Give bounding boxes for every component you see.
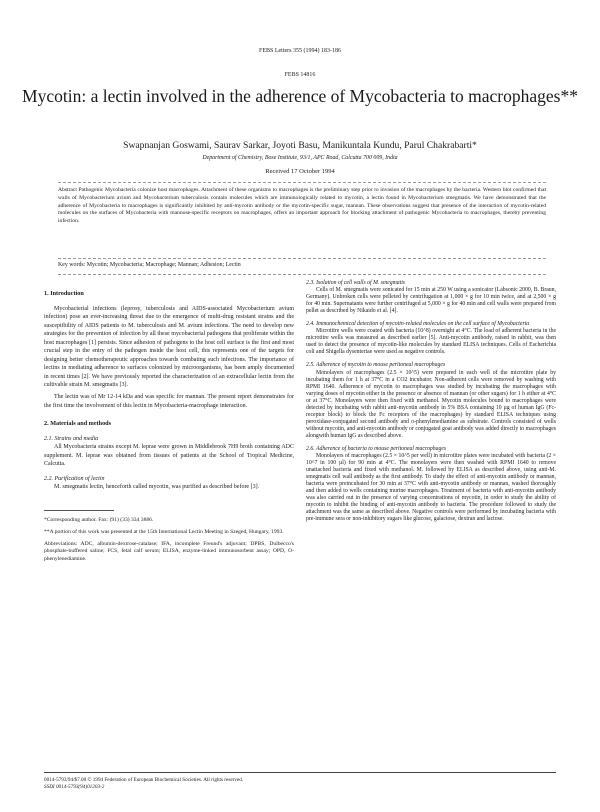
article-title: Mycotin: a lectin involved in the adherence of Mycobacteria to macrophages** xyxy=(22,86,578,106)
abbreviations: Abbreviations: ADC, albumin-dextrose-catalase; IFA, incomplete Freund's adjuvant; DPBS, Dulbecco's phosphate-buffered saline; FCS, fetal calf serum; ELISA, enzyme-linked immunosorbent assay; OPD, O-phenylenediamine. xyxy=(44,540,294,563)
methods-heading: 2. Materials and methods xyxy=(44,420,112,428)
affiliation: Department of Chemistry, Bose Institute, 93/1, APC Road, Calcutta 700 009, India xyxy=(202,155,398,161)
right-column xyxy=(306,280,556,527)
abstract: Abstract Pathogenic Mycobacteria colonize host macrophages. Attachment of these organisms to macrophages is the preliminary step prior to invasion of the macrophages by the bacteria. Western blot confirmed that walls of Mycobacterium avium and Mycobacterium tuberculosis contain molecules which are immunologically related to mycotin, a lectin found in Mycobacterium smegmatis. We have demonstrated that the adherence of Mycobacteria to macrophages is significantly inhibited by anti-mycotin antibody or the mycotin-specific sugar, mannan. These observations suggest that presence of the interaction of mycotin-related molecules on the surfaces of Mycobacteria with mannose-specific receptors on macrophages, offers an important approach for blocking attachment of pathogenic Mycobacteria to macrophages, thereby preventing infection. xyxy=(58,187,546,225)
keywords: Key words: Mycotin; Mycobacteria; Macrophage; Mannan; Adhesion; Lectin xyxy=(58,262,241,268)
copyright-line: 0014-5793/94/$7.00 © 1994 Federation of European Biochemical Societies. All rights reserved. xyxy=(44,777,244,783)
subsection-2-2-text: M. smegmatis lectin, henceforth called mycotin, was purified as described before [3]. xyxy=(54,484,260,491)
subsection-2-1-text: All Mycobacteria strains except M. leprae were grown in Middlebrook 7H9 broth containing ADC supplement. M. leprae was obtained from tissues of patients at the School of Tropical Medicine, Calcutta. xyxy=(44,444,294,468)
subsection-2-6-text: Monolayers of macrophages (2.5 × 10^5 per well) in microtitre plates were incubated with bacteria (2 × 10^7 in 100 µl) for 90 min at 4°C. The monolayers were then washed with RPMI 1640 to remove unattached bacteria and fixed with methanol. M. followed by ELISA as described above, using anti-M. smegmatis cell wall antibody as the first antibody. To study the effect of anti-mycotin antibody or mannan, bacteria were preincubated for 30 min at 37°C with anti-mycotin antibody or mannan, washed thoroughly and then added to wells containing murine macrophages. Treatment of bacteria with anti-mycotin antibody was also carried out in the presence of varying concentrations of mycotin, in order to study the ability of mycotin to inhibit the binding of anti-mycotin antibody to bacteria. The procedure followed to study the attachment was the same as described above. Negative controls were performed by incubating bacteria with pre-immune sera or non-inhibitory sugars like glucose, galactose, dextran and lactose. xyxy=(306,453,556,523)
footnote-divider xyxy=(44,510,114,511)
introduction-paragraph-2: The lectin was of Mr 12-14 kDa and was specific for mannan. The present report demonstrates for the first time the involvement of this lectin in Mycobacteria-macrophage interaction. xyxy=(44,394,294,409)
subsection-2-4-text: Microtitre wells were coated with bacteria (10^8) overnight at 4°C. The load of adherent bacteria in the microtitre wells was measured as described earlier [5]. Anti-mycotin antibody, raised in rabbit, was then used to detect the presence of mycotin-like molecules by standard ELISA techniques. Cells of Escherichia coli and Shigella dysenteriae were used as negative controls. xyxy=(306,328,556,356)
abstract-bottom-divider xyxy=(58,258,546,259)
subsection-2-3-heading: 2.3. Isolation of cell walls of M. smegmatis xyxy=(306,280,406,286)
febs-number: FEBS 14816 xyxy=(284,72,316,78)
received-date: Received 17 October 1994 xyxy=(265,168,335,175)
subsection-2-5-heading: 2.5. Adherence of mycotin to mouse peritoneal macrophages xyxy=(306,362,446,369)
subsection-2-4-heading: 2.4. Immunochemical detection of mycotin-related molecules on the cell surface of Mycobacteria xyxy=(306,321,530,328)
introduction-heading: 1. Introduction xyxy=(44,290,84,297)
footnote-presented: **A portion of this work was presented at the 15th International Lectin Meeting in Szeged, Hungary, 1993. xyxy=(44,528,284,535)
subsection-2-6-heading: 2.6. Adherence of bacteria to mouse peritoneal macrophages xyxy=(306,445,447,452)
keywords-divider xyxy=(58,274,546,275)
subsection-2-5-text: Monolayers of macrophages (2.5 × 10^5) were prepared in each well of the microtitre plate by incubating them for 1 h at 37°C in a CO2 incubator. Non-adherent cells were removed by washing with RPMI 1640. Adherence of mycotin to macrophages was studied by incubating the macrophages with varying doses of mycotin either in the presence or absence of mannan (or other sugars) for 1 h either at 4°C or at 37°C. Monolayers were then fixed with methanol. Mycotin molecules bound to macrophages were detected by incubating with rabbit anti-mycotin antibody in 5% BSA containing 10 µg of human IgG (Fc-receptor block) to block the Fc receptors of the macrophages) by standard ELISA techniques using peroxidase-conjugated second antibody and o-phenylenediamine as substrate. Controls consisted of wells without mycotin, and anti-mycotin antibody or conjugated goat antibody was added directly to macrophages alongwith human IgG as described above. xyxy=(306,369,556,439)
footnote-corresponding: *Corresponding author. Fax: (91) (33) 334 3886. xyxy=(44,516,154,523)
introduction-paragraph: Mycobacterial infections (leprosy, tuberculosis and AIDS-associated Mycobacterium avium infection) pose an ever-increasing threat due to the emergence of multi-drug resistant strains and the susceptibility of AIDS patients to M. tuberculosis and M. avium infections. The need to develop new strategies for the prevention of infection by all these mycobacterial pathogens that proliferate within the host macrophages [1] persists. Since adhesion of pathogens to the host cell surface is the first and most crucial step in the entry of the pathogen inside the host cell, this represents one of the targets for designing better chemotherapeutic approaches towards combating such infections. The importance of lectins in mediating adherence to surfaces colonized by microorganisms, has been amply documented in recent times [2]. We have previously reported the characterization of an extracellular lectin from the cultivable strain M. smegmatis [3]. xyxy=(44,305,294,389)
subsection-2-1-heading: 2.1. Strains and media xyxy=(44,435,99,442)
journal-reference: FEBS Letters 355 (1994) 183-186 xyxy=(259,48,341,54)
subsection-2-3-text: Cells of M. smegmatis were sonicated for 15 min at 250 W using a sonicator (Labsonic 2000, B. Braun, Germany). Unbroken cells were pelleted by centrifugation at 1,000 × g for 10 min twice, and at 2,500 × g for 40 min. Supernatants were further centrifuged at 5,000 × g for 40 min and cell walls were prepared from pellet as described by Nikaido et al. [4]. xyxy=(306,287,556,315)
subsection-2-2-heading: 2.2. Purification of lectin xyxy=(44,475,105,482)
footer xyxy=(44,777,344,791)
abstract-top-divider xyxy=(58,182,546,183)
ssdi-line: SSDI 0014-5793(94)01203-2 xyxy=(44,784,105,791)
author-list: Swapnanjan Goswami, Saurav Sarkar, Joyoti Basu, Manikuntala Kundu, Parul Chakrabarti* xyxy=(123,140,477,151)
left-column xyxy=(44,280,294,568)
footer-divider xyxy=(44,772,556,773)
